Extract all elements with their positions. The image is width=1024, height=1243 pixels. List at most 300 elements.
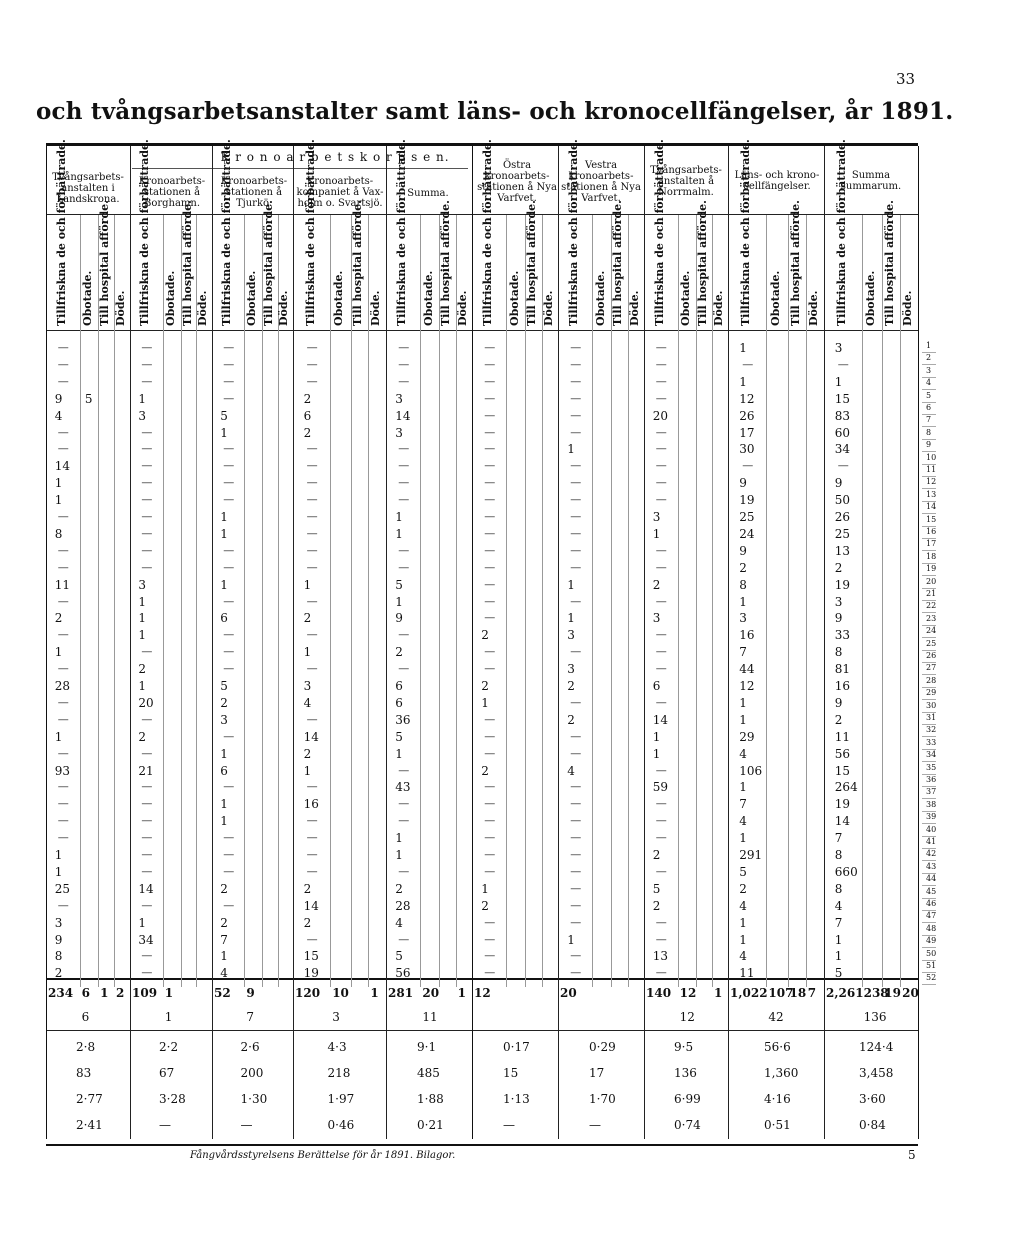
total-value: 1,022: [730, 986, 768, 1000]
subheader-8-2: Till hospital afförde.: [788, 200, 802, 326]
cell-value: 1: [138, 391, 147, 406]
cell-value: 1: [220, 949, 228, 964]
cell-value: —: [398, 763, 410, 777]
cell-value: 1: [138, 611, 147, 626]
cell-value: 1: [395, 848, 403, 862]
cell-value: 34: [834, 442, 851, 457]
cell-value: 3: [567, 662, 575, 677]
cell-value: 264: [834, 780, 858, 795]
cell-value: 1: [567, 932, 575, 947]
cell-value: 6: [395, 679, 403, 693]
cell-value: —: [141, 560, 153, 574]
row-number: 2: [926, 353, 932, 363]
cell-value: 9: [739, 476, 747, 491]
total-value: 12: [679, 1010, 695, 1024]
cell-value: —: [655, 374, 667, 388]
cell-value: 3: [395, 425, 403, 440]
cell-value: —: [57, 695, 69, 709]
row-number: 25: [926, 638, 937, 648]
subheader-1-1: Obotade.: [163, 270, 177, 326]
cell-value: 6: [220, 763, 228, 778]
cell-value: 4: [395, 915, 403, 930]
summary-value: 136: [674, 1066, 697, 1080]
cell-value: —: [570, 949, 582, 963]
cell-value: 1: [220, 510, 228, 524]
summary-value: —: [240, 1118, 253, 1132]
cell-value: —: [57, 712, 69, 726]
cell-value: 11: [739, 966, 755, 981]
cell-value: 1: [220, 425, 228, 440]
total-value: 9: [246, 986, 255, 1000]
cell-value: 17: [739, 425, 755, 440]
cell-value: 1: [834, 932, 843, 947]
footer-source: Fångvårdsstyrelsens Berättelse för år 1891. Bilagor.: [190, 1150, 456, 1161]
cell-value: 2: [303, 611, 312, 626]
cell-value: 24: [739, 526, 755, 541]
cell-value: —: [484, 357, 496, 371]
summary-value: 56·6: [764, 1040, 791, 1054]
cell-value: —: [141, 864, 153, 878]
total-value: 1: [164, 1010, 173, 1024]
cell-value: 1: [395, 746, 403, 761]
summary-value: 1·97: [327, 1092, 355, 1106]
cell-value: —: [484, 645, 496, 659]
cell-value: 14: [54, 459, 71, 474]
cell-value: 9: [395, 611, 403, 626]
cell-value: —: [306, 341, 318, 354]
cell-value: 9: [834, 611, 843, 626]
cell-value: 4: [303, 695, 312, 710]
cell-value: —: [570, 645, 582, 659]
cell-value: 1: [739, 831, 747, 846]
cell-value: —: [141, 712, 153, 726]
cell-value: 3: [395, 391, 403, 406]
cell-value: —: [57, 780, 69, 794]
cell-value: —: [141, 966, 153, 980]
summary-value: —: [589, 1118, 601, 1132]
row-number: 14: [926, 502, 937, 512]
cell-value: 8: [739, 577, 747, 592]
total-value: 2: [116, 986, 125, 1000]
header-ostra: Östra kronoarbets-stationen å Nya Varfvet.: [477, 160, 557, 204]
total-value: 234: [48, 986, 74, 1000]
summary-value: 2·8: [76, 1040, 96, 1054]
cell-value: 9: [739, 543, 747, 558]
cell-value: —: [484, 374, 496, 388]
cell-value: 3: [567, 628, 575, 643]
cell-value: 106: [739, 763, 763, 778]
row-number: 34: [926, 750, 937, 760]
cell-value: —: [57, 510, 69, 523]
cell-value: —: [655, 543, 667, 557]
cell-value: 1: [54, 848, 63, 862]
header-summa: Summa.: [407, 188, 449, 199]
cell-value: —: [398, 357, 410, 371]
cell-value: 93: [54, 763, 71, 778]
cell-value: —: [570, 831, 582, 845]
cell-value: —: [484, 341, 496, 354]
subheader-0-1: Obotade.: [80, 270, 94, 326]
cell-value: —: [484, 831, 496, 845]
row-number: 43: [926, 861, 937, 871]
cell-value: 20: [652, 408, 669, 423]
cell-value: 2: [652, 898, 661, 913]
row-number: 45: [926, 886, 937, 896]
subheader-4-0: Tillfriskna de och förbättrade.: [395, 139, 409, 326]
cell-value: —: [306, 712, 318, 726]
cell-value: 8: [54, 526, 63, 541]
cell-value: 5: [395, 949, 403, 964]
cell-value: —: [570, 425, 582, 439]
cell-value: —: [655, 357, 667, 371]
row-number: 1: [926, 341, 932, 350]
cell-value: 2: [220, 915, 228, 930]
cell-value: —: [570, 493, 582, 507]
total-value: 20: [902, 986, 919, 1000]
cell-value: —: [306, 662, 318, 676]
row-number: 19: [926, 564, 937, 574]
header-vaxholm: Kronoarbets-kompaniet å Vax-holm o. Svartsjö.: [296, 176, 384, 209]
cell-value: —: [223, 831, 235, 845]
cell-value: 1: [54, 493, 63, 508]
cell-value: —: [223, 391, 235, 405]
cell-value: —: [141, 357, 153, 371]
cell-value: 8: [834, 645, 843, 660]
cell-value: —: [398, 543, 410, 557]
row-number: 35: [926, 762, 937, 772]
cell-value: 7: [739, 797, 747, 812]
cell-value: 291: [739, 848, 763, 862]
cell-value: —: [484, 442, 496, 456]
cell-value: 2: [567, 679, 575, 693]
cell-value: —: [141, 848, 153, 861]
summary-value: 0·51: [764, 1118, 791, 1132]
cell-value: —: [570, 408, 582, 422]
cell-value: —: [570, 966, 582, 980]
cell-value: —: [223, 476, 235, 490]
total-value: 11: [422, 1010, 438, 1024]
cell-value: —: [484, 476, 496, 490]
cell-value: —: [655, 594, 667, 608]
cell-value: 3: [220, 712, 228, 727]
cell-value: —: [484, 577, 496, 591]
cell-value: —: [655, 560, 667, 574]
cell-value: 5: [652, 881, 661, 896]
cell-value: —: [742, 459, 754, 473]
page-heading: och tvångsarbetsanstalter samt läns- och kronocellfängelser, år 1891.: [36, 98, 954, 125]
cell-value: —: [655, 662, 667, 676]
cell-value: —: [306, 374, 318, 388]
cell-value: 8: [54, 949, 63, 964]
summary-value: 218: [327, 1066, 351, 1080]
cell-value: —: [306, 831, 318, 845]
cell-value: 1: [54, 645, 63, 660]
row-number: 22: [926, 601, 937, 611]
cell-value: 1: [834, 374, 843, 389]
row-number: 10: [926, 452, 937, 462]
cell-value: 1: [303, 645, 312, 660]
cell-value: —: [306, 510, 318, 523]
cell-value: 1: [567, 611, 575, 626]
cell-value: —: [484, 611, 496, 625]
cell-value: 56: [395, 966, 411, 981]
cell-value: 9: [54, 932, 63, 947]
summary-value: 9·5: [674, 1040, 694, 1054]
subheader-7-0: Tillfriskna de och förbättrade.: [652, 139, 666, 326]
cell-value: 4: [220, 966, 228, 981]
cell-value: —: [306, 526, 318, 540]
row-number: 38: [926, 799, 937, 809]
cell-value: —: [223, 341, 235, 354]
cell-value: —: [484, 543, 496, 557]
cell-value: 1: [739, 780, 747, 795]
cell-value: 3: [303, 679, 312, 693]
cell-value: 15: [303, 949, 319, 964]
cell-value: —: [57, 357, 69, 371]
row-number: 36: [926, 775, 937, 784]
cell-value: —: [570, 476, 582, 490]
cell-value: —: [484, 949, 496, 963]
cell-value: 660: [834, 864, 858, 879]
cell-value: —: [484, 729, 496, 743]
row-number: 4: [926, 378, 932, 388]
summary-value: 2·2: [159, 1040, 179, 1054]
cell-value: —: [570, 695, 582, 709]
group-title: K r o n o a r b e t s k o r p s e n.: [220, 150, 450, 164]
cell-value: 7: [220, 932, 228, 947]
cell-value: —: [223, 864, 235, 878]
total-value: 1: [457, 986, 467, 1000]
cell-value: —: [57, 746, 69, 760]
row-number: 50: [926, 948, 937, 958]
row-number: 3: [926, 365, 932, 375]
summary-value: 2·41: [76, 1118, 103, 1132]
cell-value: —: [306, 543, 318, 557]
cell-value: 44: [739, 662, 755, 677]
summary-value: 0·21: [417, 1118, 444, 1132]
cell-value: —: [57, 442, 69, 456]
total-value: 3: [332, 1010, 340, 1024]
summary-value: 0·74: [674, 1118, 701, 1132]
cell-value: 19: [739, 493, 755, 508]
cell-value: 1: [567, 442, 575, 457]
cell-value: —: [655, 425, 667, 439]
subheader-8-1: Obotade.: [768, 270, 782, 326]
cell-value: 3: [54, 915, 63, 930]
cell-value: 14: [834, 814, 851, 829]
subheader-5-3: Döde.: [541, 290, 555, 326]
subheader-0-0: Tillfriskna de och förbättrade.: [54, 139, 68, 326]
summary-value: 4·16: [764, 1092, 791, 1106]
cell-value: 2: [303, 746, 312, 761]
subheader-2-3: Döde.: [277, 290, 291, 326]
cell-value: 7: [739, 645, 747, 660]
total-value: 1: [164, 986, 174, 1000]
cell-value: 14: [652, 712, 669, 727]
cell-value: 2: [567, 712, 575, 727]
cell-value: —: [223, 442, 235, 456]
subheader-0-2: Till hospital afförde.: [98, 200, 112, 326]
cell-value: 2: [220, 881, 228, 896]
row-number: 28: [926, 675, 937, 685]
cell-value: —: [306, 814, 318, 828]
header-summa-summarum: Summa summarum.: [840, 170, 902, 192]
cell-value: —: [141, 526, 153, 540]
summary-value: 200: [240, 1066, 264, 1080]
cell-value: —: [57, 543, 69, 557]
subheader-1-3: Döde.: [196, 290, 210, 326]
cell-value: —: [398, 628, 410, 642]
row-number: 40: [926, 824, 937, 834]
cell-value: 3: [834, 341, 843, 355]
cell-value: 1: [739, 374, 747, 389]
total-value: 109: [132, 986, 158, 1000]
summary-value: 0·84: [859, 1118, 886, 1132]
cell-value: —: [223, 493, 235, 507]
cell-value: 29: [739, 729, 755, 744]
cell-value: 19: [303, 966, 319, 981]
summary-value: 3,458: [859, 1066, 894, 1080]
cell-value: —: [484, 932, 496, 946]
cell-value: —: [223, 780, 235, 794]
cell-value: 28: [54, 679, 71, 693]
cell-value: —: [223, 628, 235, 642]
cell-value: —: [398, 797, 410, 811]
summary-value: 83: [76, 1066, 92, 1080]
header-tjurko: Kronoarbets-stationen å Tjurkö.: [220, 176, 288, 209]
cell-value: 1: [567, 577, 575, 592]
subheader-4-1: Obotade.: [421, 270, 435, 326]
cell-value: —: [57, 374, 69, 388]
cell-value: —: [141, 425, 153, 439]
summary-value: —: [503, 1118, 515, 1132]
cell-value: 1: [739, 341, 747, 355]
subheader-9-0: Tillfriskna de och förbättrade.: [834, 139, 848, 326]
cell-value: —: [57, 341, 69, 354]
summary-value: 1,360: [764, 1066, 799, 1080]
cell-value: 3: [652, 611, 661, 626]
cell-value: 56: [834, 746, 851, 761]
cell-value: —: [655, 966, 667, 980]
summary-value: 1·88: [417, 1092, 444, 1106]
cell-value: —: [398, 814, 410, 828]
cell-value: —: [570, 780, 582, 794]
row-number: 16: [926, 527, 937, 536]
summary-value: 3·28: [159, 1092, 186, 1106]
total-value: 10: [332, 986, 349, 1000]
cell-value: 2: [138, 729, 147, 744]
header-norrmalm: Tvångsarbets-anstalten å Norrmalm.: [650, 165, 722, 198]
cell-value: 15: [834, 763, 851, 778]
subheader-5-2: Till hospital afförde.: [525, 200, 539, 326]
row-number: 49: [926, 936, 937, 946]
cell-value: —: [398, 662, 410, 676]
cell-value: 12: [739, 391, 755, 406]
cell-value: 5: [739, 864, 747, 879]
cell-value: —: [655, 932, 667, 946]
cell-value: 1: [652, 526, 661, 541]
cell-value: 2: [739, 560, 747, 575]
cell-value: 2: [395, 645, 403, 660]
cell-value: 50: [834, 493, 851, 508]
cell-value: 5: [395, 729, 403, 744]
cell-value: —: [223, 848, 235, 861]
cell-value: —: [484, 662, 496, 676]
cell-value: 2: [220, 695, 228, 710]
cell-value: —: [398, 442, 410, 456]
cell-value: —: [57, 814, 69, 828]
total-value: 2,261: [826, 986, 864, 1000]
cell-value: —: [223, 459, 235, 473]
subheader-2-1: Obotade.: [245, 270, 259, 326]
cell-value: —: [57, 594, 69, 608]
cell-value: —: [141, 645, 153, 659]
header-landskrona: Tvångsarbets-anstalten i Landskrona.: [52, 172, 124, 205]
cell-value: 30: [739, 442, 755, 457]
cell-value: 83: [834, 408, 851, 423]
row-number: 46: [926, 899, 937, 908]
cell-value: —: [655, 476, 667, 490]
cell-value: —: [570, 391, 582, 405]
cell-value: —: [655, 797, 667, 811]
cell-value: 34: [138, 932, 154, 947]
row-number: 51: [926, 961, 937, 970]
cell-value: —: [655, 493, 667, 507]
total-value: 7: [246, 1010, 255, 1024]
cell-value: 19: [834, 577, 851, 592]
total-value: 140: [646, 986, 672, 1000]
cell-value: 7: [834, 831, 843, 846]
cell-value: —: [655, 763, 667, 777]
row-number: 37: [926, 787, 937, 797]
page-number: 33: [896, 70, 916, 88]
cell-value: 2: [138, 662, 147, 677]
cell-value: 25: [54, 881, 71, 896]
row-number: 33: [926, 737, 937, 747]
cell-value: —: [398, 459, 410, 473]
cell-value: 13: [834, 543, 851, 558]
cell-value: —: [141, 476, 153, 490]
cell-value: 3: [652, 510, 661, 524]
cell-value: 19: [834, 797, 851, 812]
cell-value: —: [141, 949, 153, 963]
row-number: 6: [926, 403, 932, 412]
cell-value: —: [141, 831, 153, 845]
cell-value: 5: [220, 679, 228, 693]
cell-value: 3: [834, 594, 843, 609]
row-number: 44: [926, 874, 937, 884]
row-number: 21: [926, 589, 937, 598]
cell-value: —: [398, 374, 410, 388]
cell-value: 4: [739, 949, 747, 964]
cell-value: 1: [739, 594, 747, 609]
cell-value: 6: [220, 611, 228, 626]
cell-value: 1: [395, 526, 403, 541]
cell-value: 1: [395, 831, 403, 846]
cell-value: —: [655, 915, 667, 929]
cell-value: 5: [220, 408, 228, 423]
cell-value: 4: [739, 814, 747, 829]
cell-value: 3: [739, 611, 747, 626]
cell-value: 6: [652, 679, 661, 693]
cell-value: —: [223, 662, 235, 676]
cell-value: 33: [834, 628, 851, 643]
cell-value: —: [570, 526, 582, 540]
cell-value: —: [655, 628, 667, 642]
cell-value: 1: [220, 526, 228, 541]
cell-value: —: [398, 864, 410, 878]
total-value: 6: [81, 986, 90, 1000]
